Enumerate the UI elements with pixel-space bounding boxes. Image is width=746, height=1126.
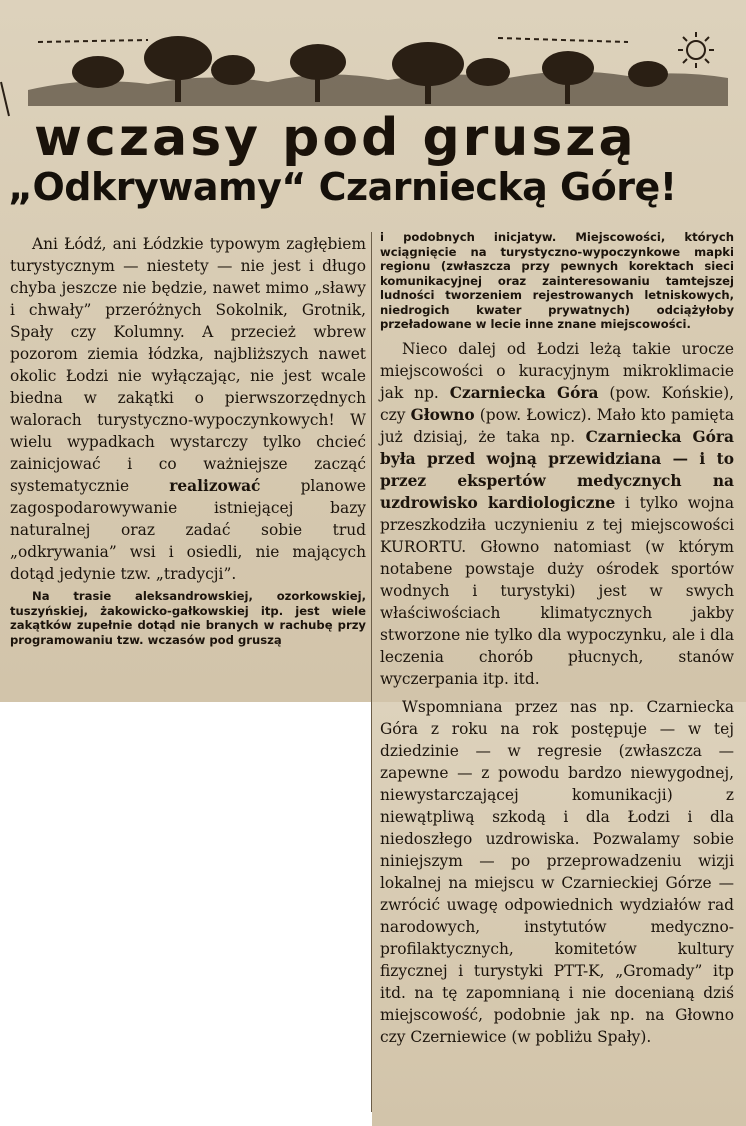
edge-mark <box>0 80 12 120</box>
sun-icon <box>678 32 714 68</box>
headline: „Odkrywamy“ Czarniecką Górę! <box>8 165 677 209</box>
paragraph-intro-end: planowe zagospodarowywanie istniejącej bazy naturalnej oraz zadać sobie trud „odkrywania” wsi i osiedli, nie mających dotąd jedynie tzw. „tradycji”. <box>10 477 366 583</box>
emphasis-realizowac: realizować <box>169 477 261 495</box>
places-text-d: (pow. Łowicz). Mało kto pamięta już dzisiaj, że taka np. <box>380 405 734 446</box>
paragraph-intro-text: Ani Łódź, ani Łódzkie typowym zagłębiem turystycznym — niestety — nie jest i długo chyba jeszcze nie będzie, nawet mimo „sławy i chwały” przeróżnych Sokolnik, Grotnik, Spały czy Kolumny. A przecież wbrew pozorom ziemia łódzka, najbliższych nawet okolic Łodzi nie wyłączając, nie jest wcale biedna w zakątki o pierwszorzędnych walorach turystyczno-wypoczynkowych! W wielu wypadkach wystarczy tylko chcieć zainicjować i co ważniejsze zacząć systematycznie <box>10 235 366 495</box>
article-column-right <box>380 230 734 1048</box>
masthead-title: wczasy pod gruszą <box>34 108 637 168</box>
place-glowno: Głowno <box>410 405 475 424</box>
masthead <box>28 28 728 168</box>
paragraph-intro <box>10 233 366 585</box>
place-czarniecka-gora: Czarniecka Góra <box>449 383 599 402</box>
paragraph-appeal: Wspomniana przez nas np. Czarniecka Góra z roku na rok postępuje — w tej dziedzinie — w regresie (zwłaszcza — zapewne — z powodu bardzo niewygodnej, niewystarczającej komunikacji) z niewątpliwą szkodą i dla Łodzi i dla niedoszłego uzdrowiska. Pozwalamy sobie niniejszym — po przeprowadzeniu wizji lokalnej na miejscu w Czarnieckiej Górze — zwrócić uwagę odpowiednich wydziałów rad narodowych, instytutów medyczno-profilaktycznych, komitetów kultury fizycznej i turystyki PTT-K, „Gromady” itp itd. na tę zapomnianą i nie docenianą dziś miejscowość, podobnie jak np. na Głowno czy Czerniewice (w pobliżu Spały). <box>380 697 734 1046</box>
places-text-a: Nieco dalej od Łodzi leżą takie urocze miejscowości o kuracyjnym mikroklimacie jak np. <box>380 339 734 402</box>
emphasis-uzdrowisko: Czarniecka Góra była przed wojną przewidziana — i to przez ekspertów medycznych na uzdrowisko kardiologiczne <box>380 427 734 512</box>
paragraph-small-left: Na trasie aleksandrowskiej, ozorkowskiej, tuszyńskiej, żakowicko-gałkowskiej itp. jest wiele zakątków zupełnie dotąd nie branych w rachubę przy programowaniu tzw. wczasów pod gruszą <box>10 589 366 647</box>
places-text-e: i tylko wojna przeszkodziła uczynieniu z tej miejscowości KURORTU. Głowno natomiast (w którym notabene powstaje duży ośrodek sportów wodnych i turystyki) jest w swych właściwościach klimatycznych jakby stworzone nie tylko dla wypoczynku, ale i dla leczenia chorób płucnych, stanów wyczerpania itp. itd. <box>380 493 735 688</box>
article-column-left <box>10 233 366 647</box>
paragraph-places <box>380 338 734 690</box>
paragraph-small-right: i podobnych inicjatyw. Miejscowości, których wciągnięcie na turystyczno-wypoczynkowe mapki regionu (zwłaszcza przy pewnych korektach sieci komunikacyjnej oraz zainteresowaniu tamtejszej ludności tworzeniem rejestrowanych letniskowych, niedrogich kwater prywatnych) odciążyłoby przeładowane w lecie inne znane miejscowości. <box>380 230 734 331</box>
places-text-c: (pow. Końskie), czy <box>380 383 734 424</box>
column-divider <box>371 232 372 1112</box>
